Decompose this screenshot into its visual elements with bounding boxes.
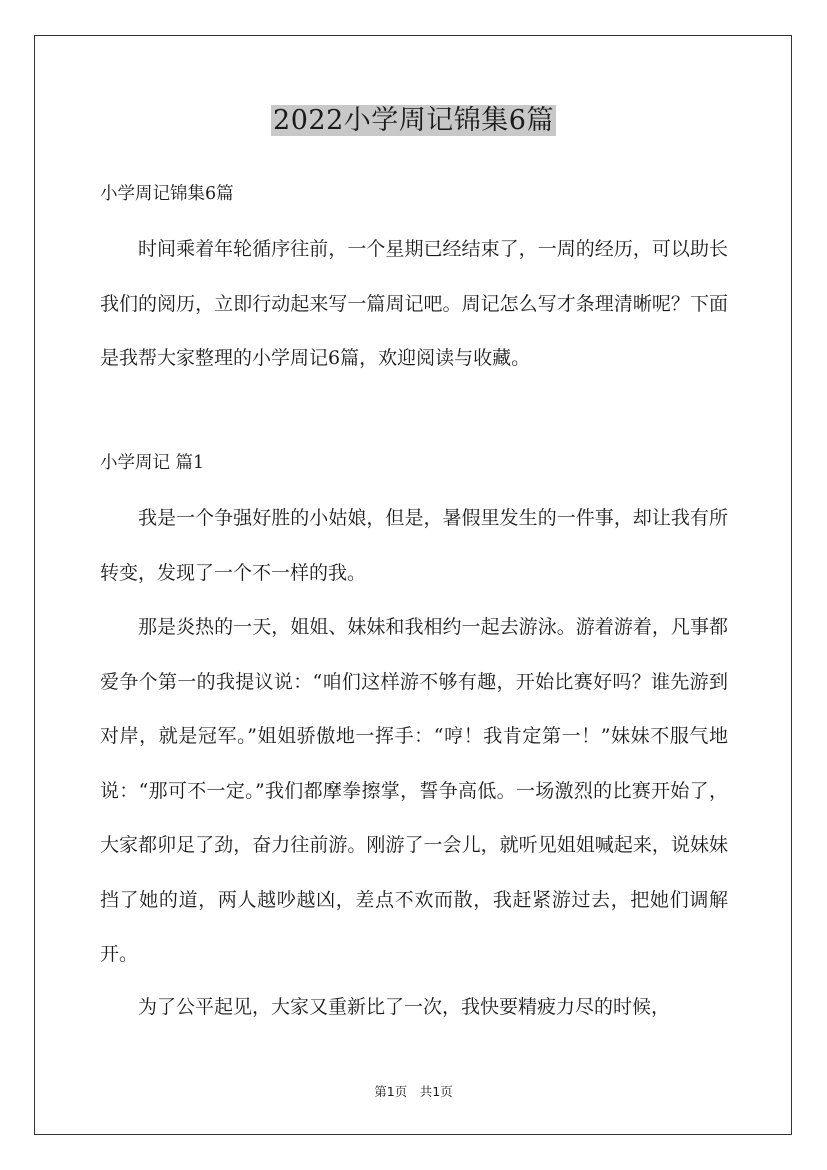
document-title: 2022小学周记锦集6篇 (273, 105, 554, 136)
body-paragraph-2: 那是炎热的一天，姐姐、妹妹和我相约一起去游泳。游着游着，凡事都爱争个第一的我提议说：“咱们这样游不够有趣，开始比赛好吗？谁先游到对岸，就是冠军。”姐姐骄傲地一挥手：“哼！我肯定第一！”妹妹不服气地说：“那可不一定。”我们都摩拳擦掌，誓争高低。一场激烈的比赛开始了，大家都卯足了劲，奋力往前游。刚游了一会儿，就听见姐姐喊起来，说妹妹挡了她的道，两人越吵越凶，差点不欢而散，我赶紧游过去，把她们调解开。 (100, 616, 728, 965)
section-heading: 小学周记 篇1 (100, 453, 205, 473)
page-footer: 第1页 共1页 (374, 1084, 453, 1099)
body-paragraph-3: 为了公平起见，大家又重新比了一次，我快要精疲力尽的时候， (138, 996, 671, 1018)
body-paragraph-1: 我是一个争强好胜的小姑娘，但是，暑假里发生的一件事，却让我有所转变，发现了一个不一样的我。 (100, 507, 728, 584)
intro-paragraph: 时间乘着年轮循序往前，一个星期已经结束了，一周的经历，可以助长我们的阅历，立即行动起来写一篇周记吧。周记怎么写才条理清晰呢？下面是我帮大家整理的小学周记6篇，欢迎阅读与收藏。 (100, 238, 728, 369)
document-subtitle: 小学周记锦集6篇 (100, 184, 234, 204)
document-title-wrapper (0, 101, 827, 141)
